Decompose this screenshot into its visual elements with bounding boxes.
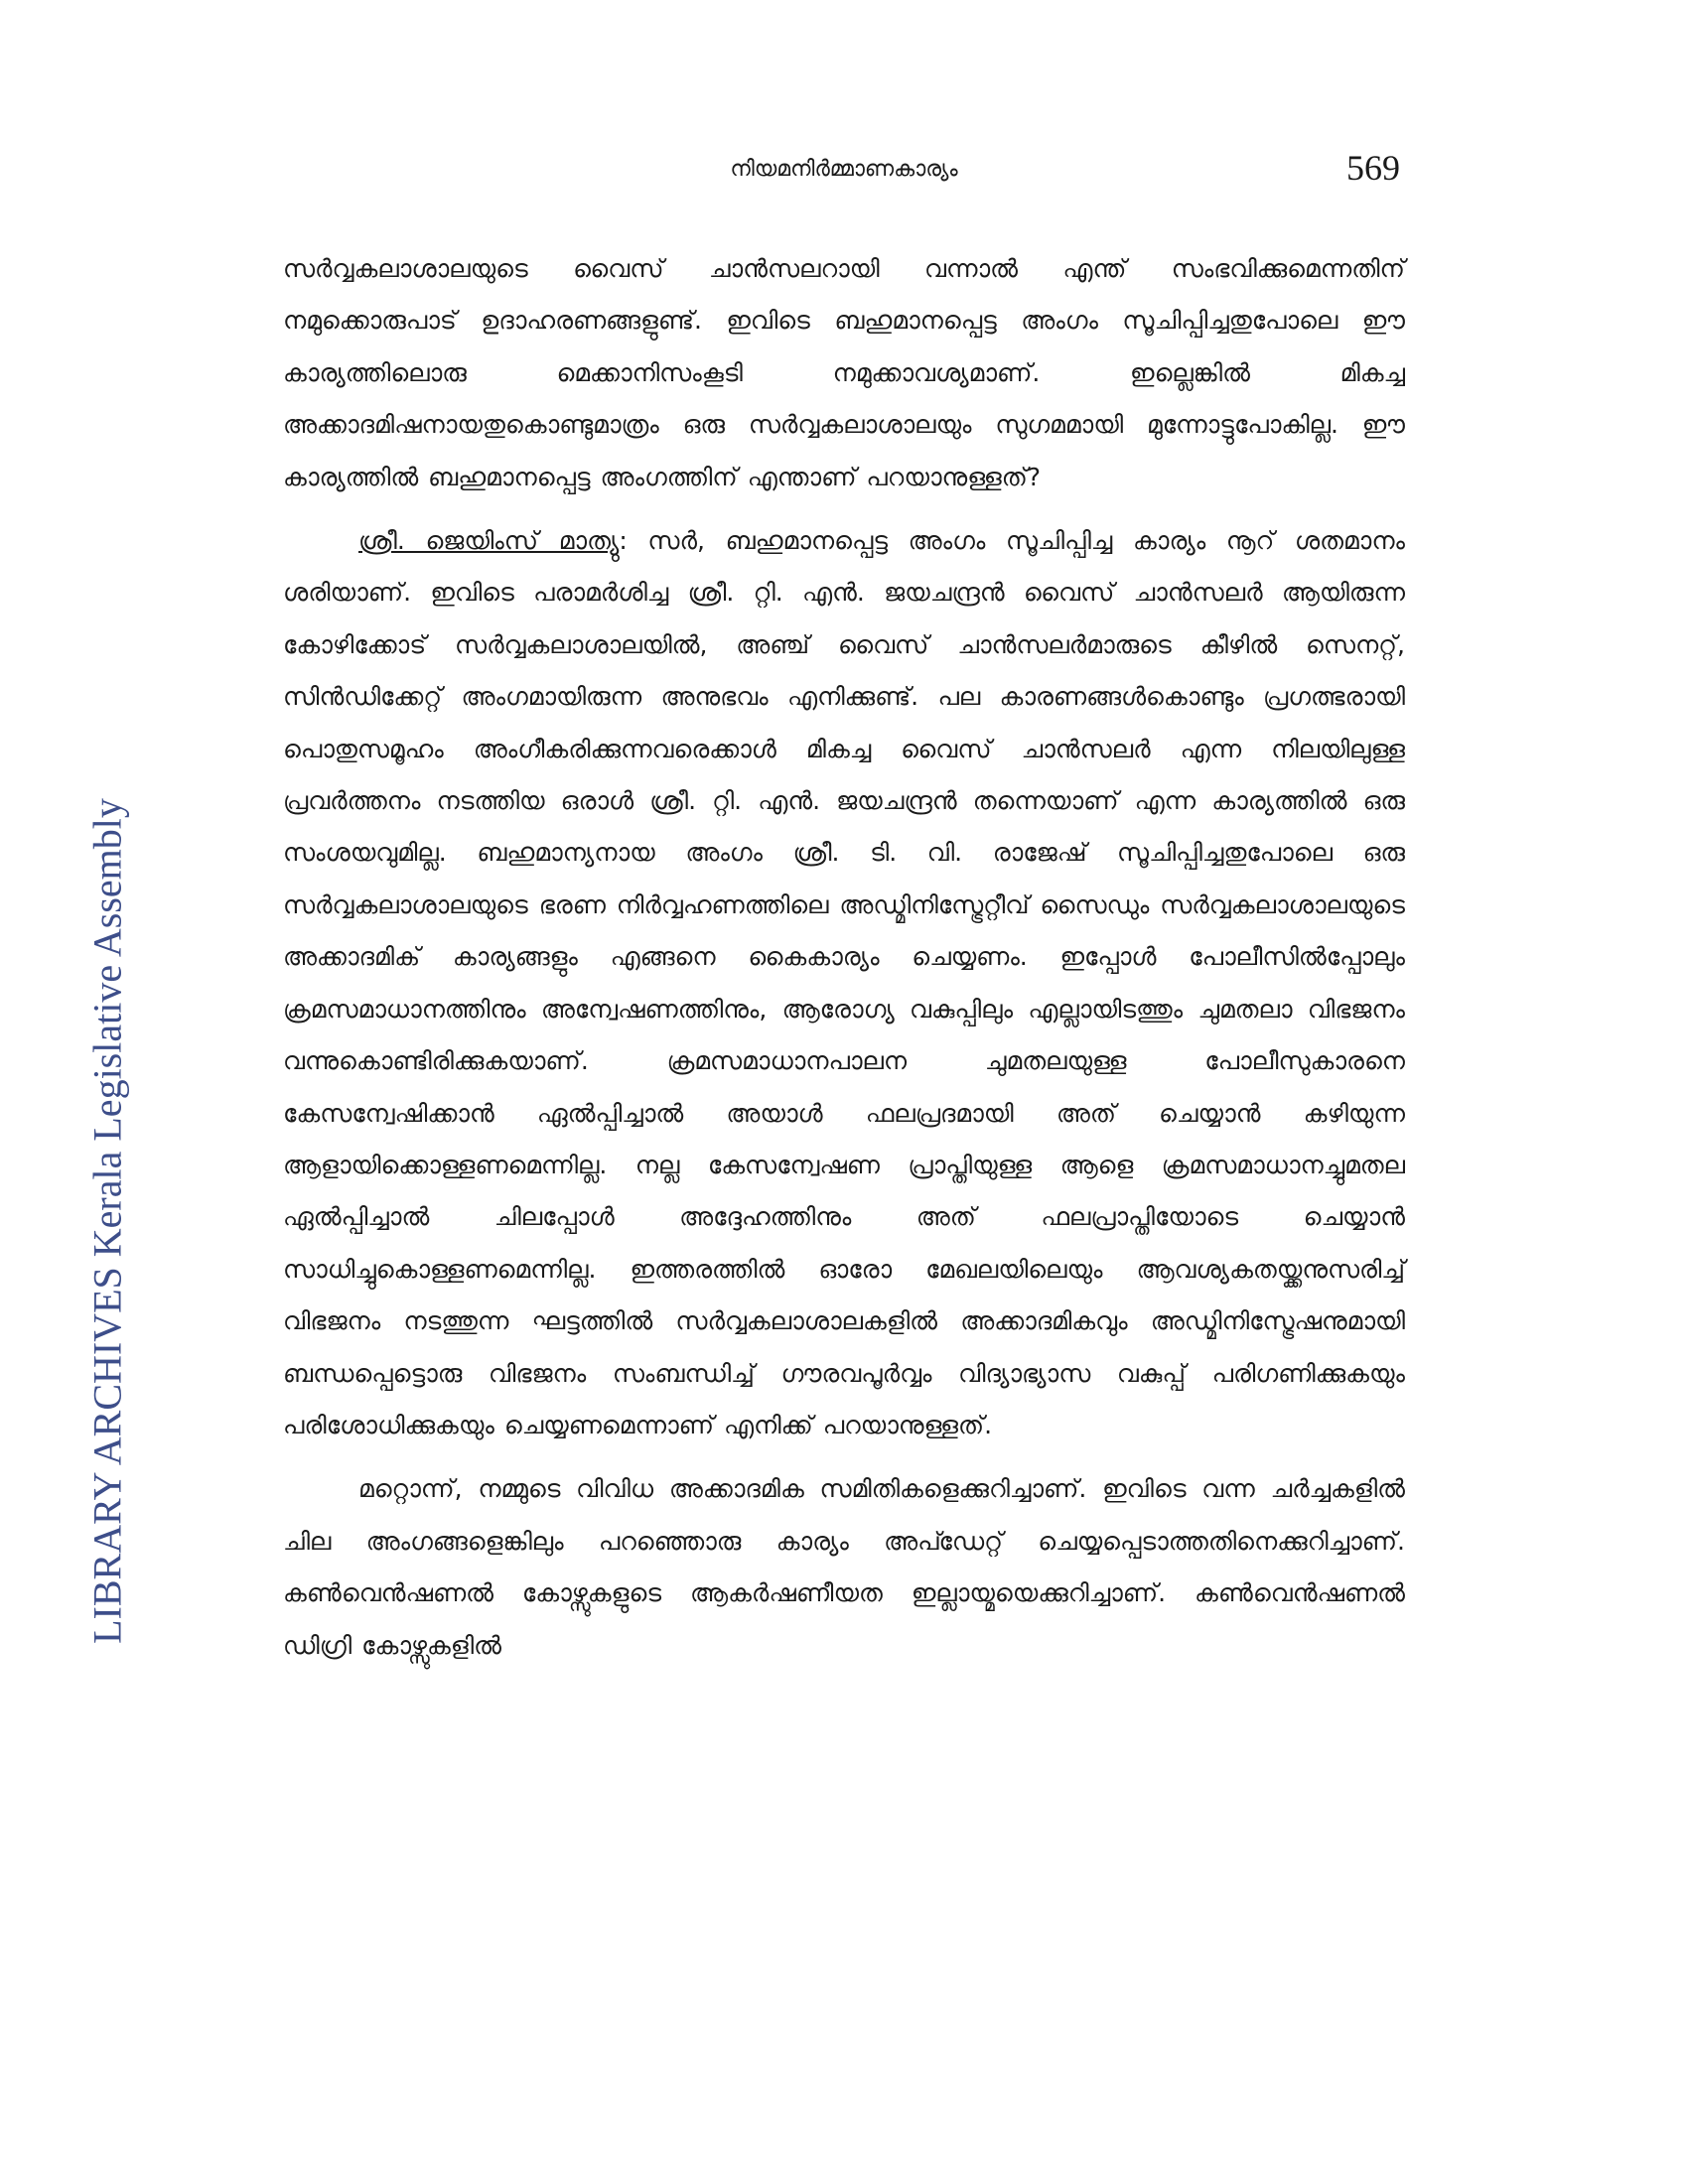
speaker-name: ശ്രീ. ജെയിംസ് മാത്യു [358,526,620,556]
paragraph-2 [283,515,1405,1451]
paragraph-2-text: : സർ, ബഹുമാനപ്പെട്ട അംഗം സൂചിപ്പിച്ച കാര്യം നൂറ് ശതമാനം ശരിയാണ്. ഇവിടെ പരാമർശിച്ച ശ്രീ. റ്റി. എൻ. ജയചന്ദ്രൻ വൈസ് ചാൻസലർ ആയിരുന്ന കോഴിക്കോട് സർവ്വകലാശാലയിൽ, അഞ്ച് വൈസ് ചാൻസലർമാരുടെ കീഴിൽ സെനറ്റ്, സിൻഡിക്കേറ്റ് അംഗമായിരുന്ന അനുഭവം എനിക്കുണ്ട്. പല കാരണങ്ങൾകൊണ്ടും പ്രഗത്ഭരായി പൊതുസമൂഹം അംഗീകരിക്കുന്നവരെക്കാൾ മികച്ച വൈസ് ചാൻസലർ എന്ന നിലയിലുള്ള പ്രവർത്തനം നടത്തിയ ഒരാൾ ശ്രീ. റ്റി. എൻ. ജയചന്ദ്രൻ തന്നെയാണ് എന്ന കാര്യത്തിൽ ഒരു സംശയവുമില്ല. ബഹുമാന്യനായ അംഗം ശ്രീ. ടി. വി. രാജേഷ് സൂചിപ്പിച്ചതുപോലെ ഒരു സർവ്വകലാശാലയുടെ ഭരണ നിർവ്വഹണത്തിലെ അഡ്മിനിസ്ട്രേറ്റീവ് സൈഡും സർവ്വകലാശാലയുടെ അക്കാദമിക് കാര്യങ്ങളും എങ്ങനെ കൈകാര്യം ചെയ്യണം. ഇപ്പോൾ പോലീസിൽപ്പോലും ക്രമസമാധാനത്തിനും അന്വേഷണത്തിനും, ആരോഗ്യ വകുപ്പിലും എല്ലായിടത്തും ചുമതലാ വിഭജനം വന്നുകൊണ്ടിരിക്കുകയാണ്. ക്രമസമാധാനപാലന ചുമതലയുള്ള പോലീസുകാരനെ കേസന്വേഷിക്കാൻ ഏൽപ്പിച്ചാൽ അയാൾ ഫലപ്രദമായി അത് ചെയ്യാൻ കഴിയുന്ന ആളായിക്കൊള്ളണമെന്നില്ല. നല്ല കേസന്വേഷണ പ്രാപ്തിയുള്ള ആളെ ക്രമസമാധാനച്ചുമതല ഏൽപ്പിച്ചാൽ ചിലപ്പോൾ അദ്ദേഹത്തിനും അത് ഫലപ്രാപ്തിയോടെ ചെയ്യാൻ സാധിച്ചുകൊള്ളണമെന്നില്ല. ഇത്തരത്തിൽ ഓരോ മേഖലയിലെയും ആവശ്യകതയ്ക്കനുസരിച്ച് വിഭജനം നടത്തുന്ന ഘട്ടത്തിൽ സർവ്വകലാശാലകളിൽ അക്കാദമികവും അഡ്മിനിസ്ട്രേഷനുമായി ബന്ധപ്പെട്ടൊരു വിഭജനം സംബന്ധിച്ച് ഗൗരവപൂർവ്വം വിദ്യാഭ്യാസ വകുപ്പ് പരിഗണിക്കുകയും പരിശോധിക്കുകയും ചെയ്യണമെന്നാണ് എനിക്ക് പറയാനുള്ളത്. [283,526,1406,1439]
archive-watermark: LIBRARY ARCHIVES Kerala Legislative Assembly [84,798,130,1644]
paragraph-3: മറ്റൊന്ന്, നമ്മുടെ വിവിധ അക്കാദമിക സമിതികളെക്കുറിച്ചാണ്. ഇവിടെ വന്ന ചർച്ചകളിൽ ചില അംഗങ്ങളെങ്കിലും പറഞ്ഞൊരു കാര്യം അപ്ഡേറ്റ് ചെയ്യപ്പെടാത്തതിനെക്കുറിച്ചാണ്. കൺവെൻഷണൽ കോഴ്സുകളുടെ ആകർഷണീയത ഇല്ലായ്മയെക്കുറിച്ചാണ്. കൺവെൻഷണൽ ഡിഗ്രി കോഴ്സുകളിൽ [283,1474,1405,1660]
page-number: 569 [1346,148,1400,188]
document-body [283,243,1405,1684]
running-header: നിയമനിർമ്മാണകാര്യം [730,157,958,182]
paragraph-1: സർവ്വകലാശാലയുടെ വൈസ് ചാൻസലറായി വന്നാൽ എന്ത് സംഭവിക്കുമെന്നതിന് നമുക്കൊരുപാട് ഉദാഹരണങ്ങളുണ്ട്. ഇവിടെ ബഹുമാനപ്പെട്ട അംഗം സൂചിപ്പിച്ചതുപോലെ ഈ കാര്യത്തിലൊരു മെക്കാനിസംകൂടി നമുക്കാവശ്യമാണ്. ഇല്ലെങ്കിൽ മികച്ച അക്കാദമിഷനായതുകൊണ്ടുമാത്രം ഒരു സർവ്വകലാശാലയും സുഗമമായി മുന്നോട്ടുപോകില്ല. ഈ കാര്യത്തിൽ ബഹുമാനപ്പെട്ട അംഗത്തിന് എന്താണ് പറയാനുള്ളത്? [283,254,1405,491]
